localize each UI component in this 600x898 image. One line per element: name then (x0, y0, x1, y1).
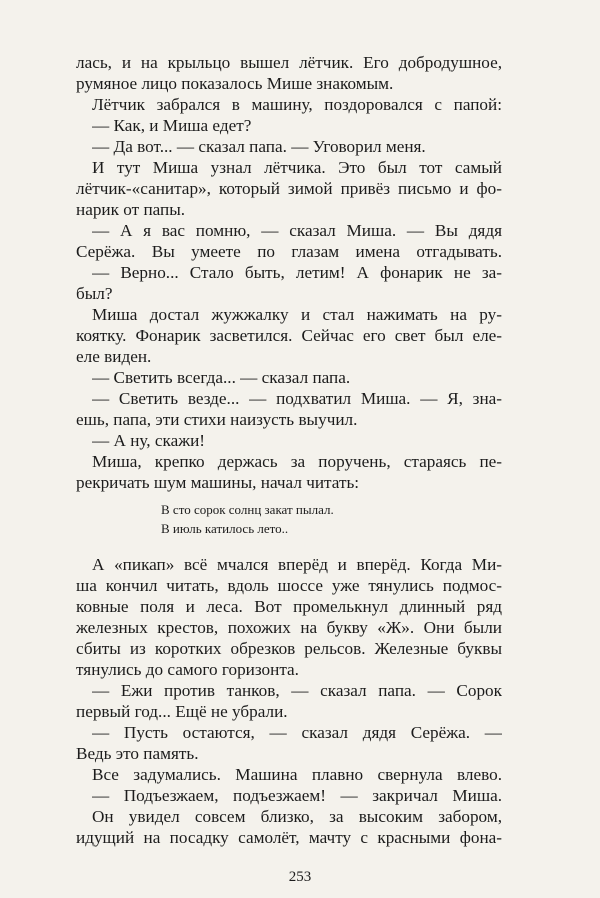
text-line: ша кончил читать, вдоль шоссе уже тянулись подмос- (76, 576, 502, 595)
text-line: Лётчик забрался в машину, поздоровался с папой: (92, 95, 502, 114)
text-line: железных крестов, похожих на букву «Ж». Они были (76, 618, 502, 637)
text-line: был? (76, 284, 113, 303)
text-line: Он увидел совсем близко, за высоким забором, (92, 807, 502, 826)
text-line: тянулись до самого горизонта. (76, 660, 299, 679)
text-line: коятку. Фонарик засветился. Сейчас его свет был еле- (76, 326, 502, 345)
text-line: идущий на посадку самолёт, мачту с красными фона- (76, 828, 502, 847)
text-line: румяное лицо показалось Мише знакомым. (76, 74, 394, 93)
text-line: Все задумались. Машина плавно свернула влево. (92, 765, 502, 784)
text-line: лась, и на крыльцо вышел лётчик. Его добродушное, (76, 53, 502, 72)
text-line: Серёжа. Вы умеете по глазам имена отгадывать. (76, 242, 502, 261)
text-line: — Светить везде... — подхватил Миша. — Я, зна- (92, 389, 502, 408)
text-line: Ведь это память. (76, 744, 199, 763)
text-line: ешь, папа, эти стихи наизусть выучил. (76, 410, 358, 429)
text-line: — Светить всегда... — сказал папа. (92, 368, 351, 387)
poem-line: В июль катилось лето.. (161, 521, 289, 536)
text-line: еле виден. (76, 347, 152, 366)
page-number: 253 (288, 869, 312, 885)
poem-line: В сто сорок солнц закат пылал. (161, 502, 334, 517)
text-line: нарик от папы. (76, 200, 186, 219)
text-line: Миша, крепко держась за поручень, стараясь пе- (92, 452, 502, 471)
text-line: — А ну, скажи! (92, 431, 206, 450)
text-line: — Пусть остаются, — сказал дядя Серёжа. — (92, 723, 502, 742)
text-line: — А я вас помню, — сказал Миша. — Вы дядя (92, 221, 502, 240)
text-line: — Верно... Стало быть, летим! А фонарик не за- (92, 263, 502, 282)
text-line: ковные поля и леса. Вот промелькнул длинный ряд (76, 597, 502, 616)
text-line: А «пикап» всё мчался вперёд и вперёд. Когда Ми- (92, 555, 502, 574)
text-line: сбиты из коротких обрезков рельсов. Железные буквы (76, 639, 502, 658)
text-line: — Как, и Миша едет? (92, 116, 252, 135)
text-line: — Ежи против танков, — сказал папа. — Сорок (92, 681, 502, 700)
text-line: — Да вот... — сказал папа. — Уговорил меня. (92, 137, 426, 156)
text-line: — Подъезжаем, подъезжаем! — закричал Миша. (92, 786, 502, 805)
text-line: первый год... Ещё не убрали. (76, 702, 288, 721)
text-line: Миша достал жужжалку и стал нажимать на ру- (92, 305, 502, 324)
text-line: лётчик-«санитар», который зимой привёз письмо и фо- (76, 179, 502, 198)
text-line: рекричать шум машины, начал читать: (76, 473, 360, 492)
text-line: И тут Миша узнал лётчика. Это был тот самый (92, 158, 502, 177)
